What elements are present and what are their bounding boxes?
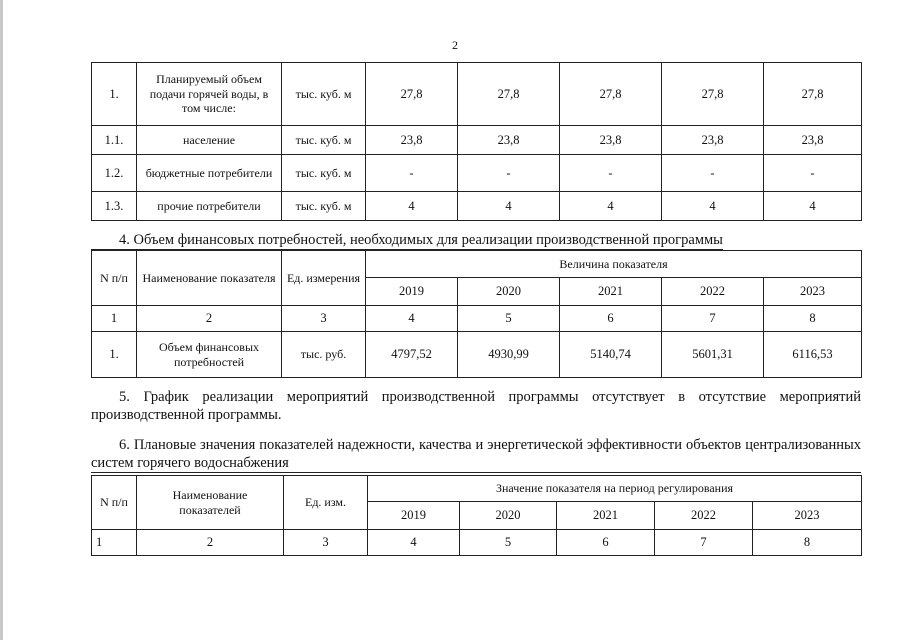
header-row (92, 476, 862, 502)
value-cell: 23,8 (560, 126, 662, 155)
index-cell: 3 (284, 530, 368, 556)
value-cell: 27,8 (366, 63, 458, 126)
section-6-heading (91, 436, 861, 473)
row-name: прочие потребители (137, 192, 282, 221)
value-cell: 27,8 (560, 63, 662, 126)
value-cell: 5140,74 (560, 332, 662, 378)
year-cell: 2019 (368, 502, 460, 530)
row-name: бюджетные потребители (137, 155, 282, 192)
table-row (92, 155, 862, 192)
header-num: N п/п (92, 251, 137, 306)
row-number: 1. (92, 332, 137, 378)
index-cell: 1 (92, 530, 137, 556)
row-unit: тыс. куб. м (282, 155, 366, 192)
value-cell: - (458, 155, 560, 192)
index-cell: 7 (655, 530, 753, 556)
table-row (92, 192, 862, 221)
value-cell: 4 (366, 192, 458, 221)
row-name: население (137, 126, 282, 155)
header-name: Наименование показателя (137, 251, 282, 306)
header-num: N п/п (92, 476, 137, 530)
index-cell: 8 (753, 530, 862, 556)
header-unit: Ед. изм. (284, 476, 368, 530)
row-unit: тыс. куб. м (282, 63, 366, 126)
year-cell: 2023 (764, 278, 862, 306)
row-number: 1. (92, 63, 137, 126)
table-row (92, 126, 862, 155)
header-unit: Ед. измерения (282, 251, 366, 306)
row-number: 1.2. (92, 155, 137, 192)
header-row (92, 251, 862, 278)
year-cell: 2020 (460, 502, 557, 530)
table-row (92, 63, 862, 126)
row-number: 1.1. (92, 126, 137, 155)
index-cell: 6 (560, 306, 662, 332)
row-number: 1.3. (92, 192, 137, 221)
index-cell: 5 (460, 530, 557, 556)
year-cell: 2022 (655, 502, 753, 530)
value-cell: - (764, 155, 862, 192)
index-cell: 4 (366, 306, 458, 332)
year-cell: 2021 (560, 278, 662, 306)
value-cell: - (366, 155, 458, 192)
value-cell: 6116,53 (764, 332, 862, 378)
index-row (92, 530, 862, 556)
value-cell: 4 (662, 192, 764, 221)
year-cell: 2022 (662, 278, 764, 306)
value-cell: - (560, 155, 662, 192)
row-name: Планируемый объем подачи горячей воды, в том числе: (137, 63, 282, 126)
row-name: Объем финансовых потребностей (137, 332, 282, 378)
header-name: Наименование показателей (137, 476, 284, 530)
header-group: Величина показателя (366, 251, 862, 278)
index-cell: 7 (662, 306, 764, 332)
year-cell: 2021 (557, 502, 655, 530)
row-unit: тыс. куб. м (282, 126, 366, 155)
value-cell: 23,8 (366, 126, 458, 155)
row-unit: тыс. руб. (282, 332, 366, 378)
year-cell: 2019 (366, 278, 458, 306)
value-cell: 27,8 (662, 63, 764, 126)
header-group: Значение показателя на период регулирования (368, 476, 862, 502)
index-cell: 2 (137, 306, 282, 332)
value-cell: - (662, 155, 764, 192)
value-cell: 23,8 (662, 126, 764, 155)
year-cell: 2020 (458, 278, 560, 306)
section-5-paragraph (91, 388, 861, 424)
value-cell: 23,8 (458, 126, 560, 155)
value-cell: 4 (764, 192, 862, 221)
water-supply-table (91, 62, 862, 221)
value-cell: 4 (560, 192, 662, 221)
index-cell: 5 (458, 306, 560, 332)
index-cell: 8 (764, 306, 862, 332)
table-row (92, 332, 862, 378)
section-4-heading (91, 231, 723, 250)
value-cell: 5601,31 (662, 332, 764, 378)
index-cell: 2 (137, 530, 284, 556)
row-unit: тыс. куб. м (282, 192, 366, 221)
value-cell: 4 (458, 192, 560, 221)
index-row (92, 306, 862, 332)
section-6-heading-text: 6. Плановые значения показателей надежности, качества и энергетической эффективности объектов централизованных систем горячего водоснабжения (91, 437, 861, 471)
page-edge (0, 0, 3, 640)
year-cell: 2023 (753, 502, 862, 530)
value-cell: 27,8 (764, 63, 862, 126)
index-cell: 4 (368, 530, 460, 556)
section-5-text: 5. График реализации мероприятий производственной программы отсутствует в отсутствие мероприятий производственной программы. (91, 389, 861, 423)
value-cell: 23,8 (764, 126, 862, 155)
index-cell: 3 (282, 306, 366, 332)
page-number: 2 (452, 38, 458, 52)
section-4-heading-text: 4. Объем финансовых потребностей, необходимых для реализации производственной программы (119, 232, 723, 248)
value-cell: 4797,52 (366, 332, 458, 378)
value-cell: 27,8 (458, 63, 560, 126)
index-cell: 1 (92, 306, 137, 332)
value-cell: 4930,99 (458, 332, 560, 378)
reliability-indicators-table (91, 475, 862, 556)
index-cell: 6 (557, 530, 655, 556)
financial-needs-table (91, 250, 862, 378)
